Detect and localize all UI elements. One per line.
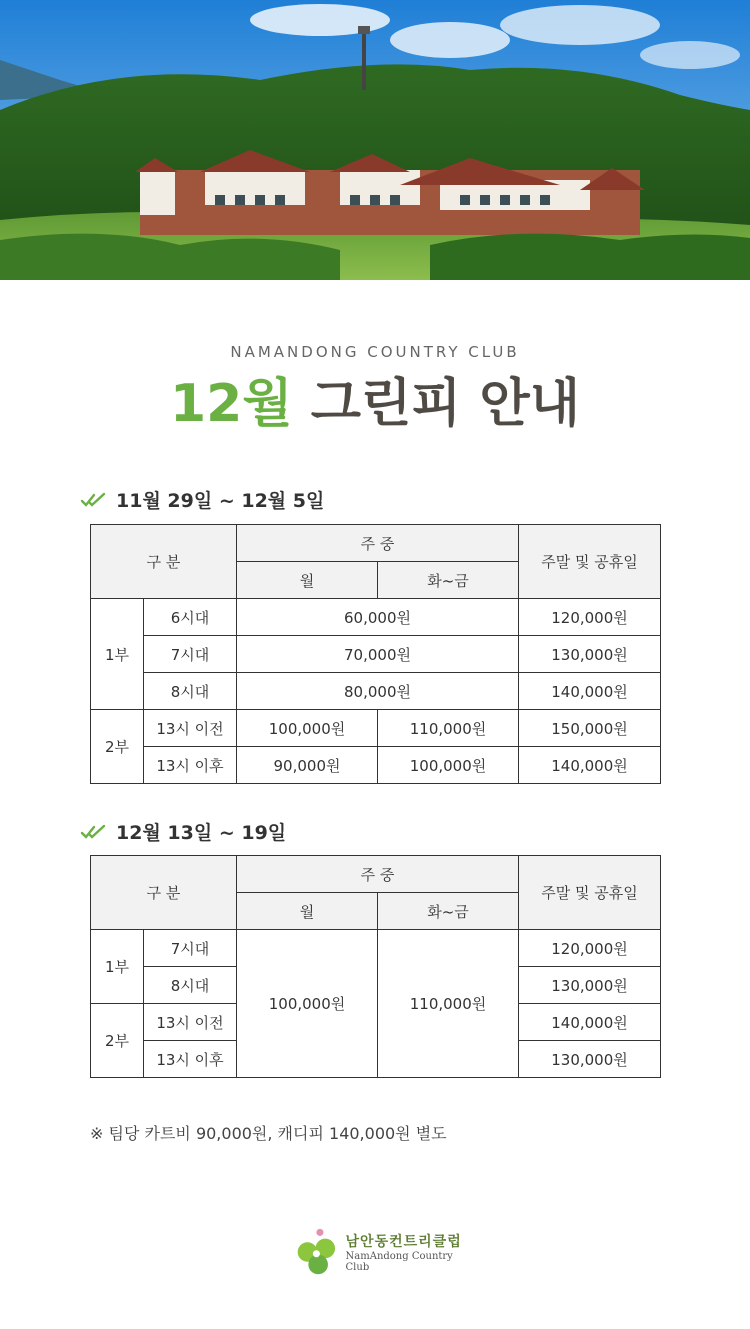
table-row: [91, 525, 661, 562]
weekend-price: 130,000원: [519, 636, 661, 673]
header-mon: 월: [237, 893, 378, 930]
section1-heading-text: 11월 29일 ~ 12월 5일: [116, 490, 325, 512]
weekend-price: 140,000원: [519, 747, 661, 784]
weekday-price: 80,000원: [237, 673, 519, 710]
header-weekend: 주말 및 공휴일: [519, 856, 661, 930]
time-cell: 7시대: [144, 636, 237, 673]
logo-english-name: NamAndong Country Club: [345, 1251, 453, 1273]
table-row: [91, 636, 661, 673]
part-cell: 1부: [91, 930, 144, 1004]
title-text: 그린피 안내: [292, 374, 580, 434]
header-weekday: 주 중: [237, 856, 519, 893]
tue-fri-price: 100,000원: [378, 747, 519, 784]
header-tue-fri: 화~금: [378, 893, 519, 930]
section2-heading: [80, 818, 286, 845]
header-weekend: 주말 및 공휴일: [519, 525, 661, 599]
header-tue-fri: 화~금: [378, 562, 519, 599]
time-cell: 13시 이후: [144, 747, 237, 784]
double-check-icon: [80, 823, 108, 841]
tue-fri-price: 110,000원: [378, 930, 519, 1078]
double-check-icon: [80, 491, 108, 509]
table-row: [91, 673, 661, 710]
time-cell: 13시 이전: [144, 710, 237, 747]
part-cell: 2부: [91, 710, 144, 784]
weekend-price: 140,000원: [519, 673, 661, 710]
section1-heading: [80, 486, 324, 513]
header-weekday: 주 중: [237, 525, 519, 562]
time-cell: 8시대: [144, 967, 237, 1004]
logo-korean-name: 남안동컨트리클럽: [345, 1234, 462, 1250]
part-cell: 1부: [91, 599, 144, 710]
fee-note: ※ 팀당 카트비 90,000원, 캐디피 140,000원 별도: [90, 1124, 447, 1143]
section2-heading-text: 12월 13일 ~ 19일: [116, 822, 287, 844]
weekday-price: 70,000원: [237, 636, 519, 673]
table-row: [91, 599, 661, 636]
table-row: [91, 710, 661, 747]
mon-price: 100,000원: [237, 710, 378, 747]
club-logo: [295, 1222, 465, 1282]
mon-price: 100,000원: [237, 930, 378, 1078]
time-cell: 7시대: [144, 930, 237, 967]
weekend-price: 140,000원: [519, 1004, 661, 1041]
time-cell: 13시 이전: [144, 1004, 237, 1041]
table-row: [91, 747, 661, 784]
time-cell: 6시대: [144, 599, 237, 636]
time-cell: 13시 이후: [144, 1041, 237, 1078]
hero-image: [0, 0, 750, 280]
club-eyebrow: NAMANDONG COUNTRY CLUB: [230, 343, 520, 361]
fee-table-2: [90, 855, 661, 1078]
title-month: 12월: [170, 374, 293, 434]
weekend-price: 130,000원: [519, 967, 661, 1004]
page-title: [0, 372, 750, 436]
table-row: [91, 856, 661, 893]
header-category: 구 분: [91, 856, 237, 930]
clover-logo-icon: [295, 1224, 340, 1280]
weekend-price: 120,000원: [519, 930, 661, 967]
mon-price: 90,000원: [237, 747, 378, 784]
header-category: 구 분: [91, 525, 237, 599]
part-cell: 2부: [91, 1004, 144, 1078]
weekend-price: 120,000원: [519, 599, 661, 636]
fee-table-1: [90, 524, 661, 784]
clubhouse-photo: [0, 0, 750, 280]
weekend-price: 150,000원: [519, 710, 661, 747]
tue-fri-price: 110,000원: [378, 710, 519, 747]
table-row: [91, 930, 661, 967]
weekend-price: 130,000원: [519, 1041, 661, 1078]
weekday-price: 60,000원: [237, 599, 519, 636]
time-cell: 8시대: [144, 673, 237, 710]
header-mon: 월: [237, 562, 378, 599]
